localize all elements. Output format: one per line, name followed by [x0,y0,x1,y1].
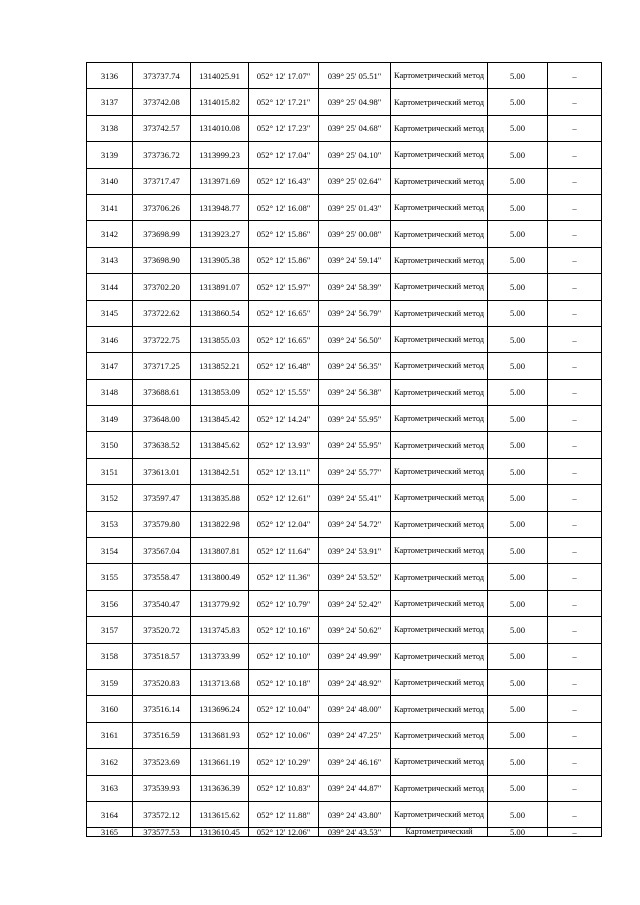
x-coordinate-cell: 373722.75 [133,326,191,352]
x-coordinate-cell: 373597.47 [133,485,191,511]
note-cell: – [548,142,602,168]
y-coordinate-cell: 1313845.42 [191,406,249,432]
latitude-cell: 052° 12' 11.36" [249,564,319,590]
longitude-cell: 039° 24' 56.38" [319,379,391,405]
table-body [87,63,602,837]
note-cell: – [548,115,602,141]
accuracy-cell: 5.00 [488,326,548,352]
accuracy-cell: 5.00 [488,775,548,801]
note-cell: – [548,458,602,484]
y-coordinate-cell: 1313971.69 [191,168,249,194]
longitude-cell: 039° 24' 56.79" [319,300,391,326]
coordinates-table-container [86,62,601,837]
method-cell: Картометрический метод [391,432,488,458]
longitude-cell: 039° 24' 43.53" [319,828,391,837]
y-coordinate-cell: 1313661.19 [191,749,249,775]
x-coordinate-cell: 373567.04 [133,538,191,564]
y-coordinate-cell: 1313800.49 [191,564,249,590]
y-coordinate-cell: 1313999.23 [191,142,249,168]
y-coordinate-cell: 1313835.88 [191,485,249,511]
note-cell: – [548,89,602,115]
note-cell: – [548,801,602,827]
longitude-cell: 039° 24' 47.25" [319,722,391,748]
x-coordinate-cell: 373698.99 [133,221,191,247]
table-row [87,274,602,300]
y-coordinate-cell: 1313822.98 [191,511,249,537]
y-coordinate-cell: 1313745.83 [191,617,249,643]
x-coordinate-cell: 373737.74 [133,63,191,89]
table-row [87,432,602,458]
x-coordinate-cell: 373516.59 [133,722,191,748]
longitude-cell: 039° 24' 48.00" [319,696,391,722]
note-cell: – [548,379,602,405]
y-coordinate-cell: 1314025.91 [191,63,249,89]
x-coordinate-cell: 373706.26 [133,194,191,220]
note-cell: – [548,247,602,273]
latitude-cell: 052° 12' 12.04" [249,511,319,537]
accuracy-cell: 5.00 [488,643,548,669]
latitude-cell: 052° 12' 16.48" [249,353,319,379]
point-number-cell: 3140 [87,168,133,194]
accuracy-cell: 5.00 [488,247,548,273]
x-coordinate-cell: 373648.00 [133,406,191,432]
method-cell: Картометрический метод [391,89,488,115]
accuracy-cell: 5.00 [488,617,548,643]
method-cell: Картометрический метод [391,749,488,775]
accuracy-cell: 5.00 [488,353,548,379]
y-coordinate-cell: 1313696.24 [191,696,249,722]
y-coordinate-cell: 1313733.99 [191,643,249,669]
table-row [87,247,602,273]
point-number-cell: 3164 [87,801,133,827]
note-cell: – [548,643,602,669]
table-row [87,168,602,194]
accuracy-cell: 5.00 [488,590,548,616]
point-number-cell: 3155 [87,564,133,590]
x-coordinate-cell: 373539.93 [133,775,191,801]
point-number-cell: 3157 [87,617,133,643]
point-number-cell: 3150 [87,432,133,458]
x-coordinate-cell: 373518.57 [133,643,191,669]
table-row [87,115,602,141]
longitude-cell: 039° 24' 56.35" [319,353,391,379]
latitude-cell: 052° 12' 10.79" [249,590,319,616]
latitude-cell: 052° 12' 16.08" [249,194,319,220]
note-cell: – [548,669,602,695]
latitude-cell: 052° 12' 14.24" [249,406,319,432]
table-row [87,538,602,564]
method-cell: Картометрический метод [391,643,488,669]
x-coordinate-cell: 373717.47 [133,168,191,194]
longitude-cell: 039° 24' 55.77" [319,458,391,484]
method-cell: Картометрический метод [391,617,488,643]
accuracy-cell: 5.00 [488,432,548,458]
longitude-cell: 039° 25' 04.10" [319,142,391,168]
note-cell: – [548,274,602,300]
longitude-cell: 039° 25' 02.64" [319,168,391,194]
point-number-cell: 3149 [87,406,133,432]
note-cell: – [548,538,602,564]
method-cell: Картометрический метод [391,274,488,300]
point-number-cell: 3137 [87,89,133,115]
table-row [87,406,602,432]
y-coordinate-cell: 1313807.81 [191,538,249,564]
accuracy-cell: 5.00 [488,801,548,827]
method-cell: Картометрический метод [391,221,488,247]
y-coordinate-cell: 1313610.45 [191,828,249,837]
y-coordinate-cell: 1313891.07 [191,274,249,300]
x-coordinate-cell: 373742.08 [133,89,191,115]
latitude-cell: 052° 12' 17.21" [249,89,319,115]
table-row [87,221,602,247]
x-coordinate-cell: 373698.90 [133,247,191,273]
y-coordinate-cell: 1313852.21 [191,353,249,379]
accuracy-cell: 5.00 [488,485,548,511]
method-cell: Картометрический метод [391,775,488,801]
latitude-cell: 052° 12' 15.86" [249,221,319,247]
method-cell: Картометрический метод [391,63,488,89]
point-number-cell: 3153 [87,511,133,537]
x-coordinate-cell: 373523.69 [133,749,191,775]
y-coordinate-cell: 1313860.54 [191,300,249,326]
method-cell: Картометрический метод [391,669,488,695]
table-row [87,669,602,695]
y-coordinate-cell: 1313779.92 [191,590,249,616]
point-number-cell: 3154 [87,538,133,564]
y-coordinate-cell: 1313842.51 [191,458,249,484]
point-number-cell: 3162 [87,749,133,775]
note-cell: – [548,617,602,643]
table-row [87,722,602,748]
accuracy-cell: 5.00 [488,168,548,194]
x-coordinate-cell: 373516.14 [133,696,191,722]
method-cell: Картометрический метод [391,590,488,616]
point-number-cell: 3147 [87,353,133,379]
x-coordinate-cell: 373540.47 [133,590,191,616]
longitude-cell: 039° 24' 54.72" [319,511,391,537]
method-cell: Картометрический метод [391,564,488,590]
coordinates-table [86,62,602,837]
table-row [87,353,602,379]
longitude-cell: 039° 24' 58.39" [319,274,391,300]
longitude-cell: 039° 24' 49.99" [319,643,391,669]
note-cell: – [548,485,602,511]
x-coordinate-cell: 373736.72 [133,142,191,168]
latitude-cell: 052° 12' 13.11" [249,458,319,484]
note-cell: – [548,194,602,220]
latitude-cell: 052° 12' 10.18" [249,669,319,695]
table-row [87,775,602,801]
table-row [87,326,602,352]
table-row [87,749,602,775]
accuracy-cell: 5.00 [488,696,548,722]
x-coordinate-cell: 373722.62 [133,300,191,326]
table-row [87,458,602,484]
latitude-cell: 052° 12' 11.88" [249,801,319,827]
latitude-cell: 052° 12' 16.65" [249,300,319,326]
latitude-cell: 052° 12' 16.43" [249,168,319,194]
longitude-cell: 039° 24' 43.80" [319,801,391,827]
x-coordinate-cell: 373742.57 [133,115,191,141]
table-row [87,379,602,405]
y-coordinate-cell: 1313923.27 [191,221,249,247]
method-cell: Картометрический метод [391,379,488,405]
method-cell: Картометрический метод [391,353,488,379]
latitude-cell: 052° 12' 13.93" [249,432,319,458]
y-coordinate-cell: 1314015.82 [191,89,249,115]
latitude-cell: 052° 12' 10.29" [249,749,319,775]
latitude-cell: 052° 12' 10.04" [249,696,319,722]
method-cell: Картометрический метод [391,194,488,220]
method-cell: Картометрический метод [391,300,488,326]
longitude-cell: 039° 24' 53.91" [319,538,391,564]
latitude-cell: 052° 12' 10.83" [249,775,319,801]
y-coordinate-cell: 1313636.39 [191,775,249,801]
table-row [87,617,602,643]
method-cell: Картометрический метод [391,538,488,564]
longitude-cell: 039° 24' 56.50" [319,326,391,352]
longitude-cell: 039° 24' 48.92" [319,669,391,695]
note-cell: – [548,432,602,458]
longitude-cell: 039° 25' 00.08" [319,221,391,247]
x-coordinate-cell: 373717.25 [133,353,191,379]
accuracy-cell: 5.00 [488,300,548,326]
point-number-cell: 3146 [87,326,133,352]
table-row [87,300,602,326]
longitude-cell: 039° 25' 05.51" [319,63,391,89]
method-cell: Картометрический метод [391,485,488,511]
latitude-cell: 052° 12' 12.06" [249,828,319,837]
x-coordinate-cell: 373688.61 [133,379,191,405]
latitude-cell: 052° 12' 12.61" [249,485,319,511]
x-coordinate-cell: 373520.72 [133,617,191,643]
point-number-cell: 3151 [87,458,133,484]
longitude-cell: 039° 25' 04.68" [319,115,391,141]
table-row [87,590,602,616]
latitude-cell: 052° 12' 10.16" [249,617,319,643]
longitude-cell: 039° 24' 52.42" [319,590,391,616]
table-row [87,485,602,511]
longitude-cell: 039° 24' 46.16" [319,749,391,775]
accuracy-cell: 5.00 [488,142,548,168]
accuracy-cell: 5.00 [488,722,548,748]
note-cell: – [548,696,602,722]
x-coordinate-cell: 373702.20 [133,274,191,300]
note-cell: – [548,749,602,775]
point-number-cell: 3160 [87,696,133,722]
y-coordinate-cell: 1313905.38 [191,247,249,273]
method-cell: Картометрический метод [391,801,488,827]
point-number-cell: 3138 [87,115,133,141]
method-cell: Картометрический [391,828,488,837]
latitude-cell: 052° 12' 16.65" [249,326,319,352]
point-number-cell: 3141 [87,194,133,220]
accuracy-cell: 5.00 [488,63,548,89]
longitude-cell: 039° 24' 44.87" [319,775,391,801]
table-row [87,643,602,669]
note-cell: – [548,590,602,616]
x-coordinate-cell: 373520.83 [133,669,191,695]
accuracy-cell: 5.00 [488,669,548,695]
latitude-cell: 052° 12' 15.86" [249,247,319,273]
note-cell: – [548,353,602,379]
latitude-cell: 052° 12' 17.07" [249,63,319,89]
table-row [87,696,602,722]
y-coordinate-cell: 1313845.62 [191,432,249,458]
y-coordinate-cell: 1313853.09 [191,379,249,405]
point-number-cell: 3161 [87,722,133,748]
table-row [87,801,602,827]
latitude-cell: 052° 12' 11.64" [249,538,319,564]
point-number-cell: 3163 [87,775,133,801]
y-coordinate-cell: 1313681.93 [191,722,249,748]
point-number-cell: 3158 [87,643,133,669]
note-cell: – [548,775,602,801]
x-coordinate-cell: 373572.12 [133,801,191,827]
x-coordinate-cell: 373579.80 [133,511,191,537]
accuracy-cell: 5.00 [488,564,548,590]
longitude-cell: 039° 24' 53.52" [319,564,391,590]
latitude-cell: 052° 12' 17.04" [249,142,319,168]
latitude-cell: 052° 12' 10.06" [249,722,319,748]
latitude-cell: 052° 12' 10.10" [249,643,319,669]
method-cell: Картометрический метод [391,247,488,273]
method-cell: Картометрический метод [391,406,488,432]
point-number-cell: 3165 [87,828,133,837]
note-cell: – [548,406,602,432]
longitude-cell: 039° 25' 04.98" [319,89,391,115]
table-row [87,564,602,590]
point-number-cell: 3145 [87,300,133,326]
x-coordinate-cell: 373558.47 [133,564,191,590]
accuracy-cell: 5.00 [488,749,548,775]
point-number-cell: 3139 [87,142,133,168]
accuracy-cell: 5.00 [488,274,548,300]
y-coordinate-cell: 1313615.62 [191,801,249,827]
longitude-cell: 039° 24' 59.14" [319,247,391,273]
method-cell: Картометрический метод [391,458,488,484]
note-cell: – [548,326,602,352]
point-number-cell: 3143 [87,247,133,273]
accuracy-cell: 5.00 [488,538,548,564]
note-cell: – [548,63,602,89]
accuracy-cell: 5.00 [488,194,548,220]
note-cell: – [548,300,602,326]
table-row [87,142,602,168]
point-number-cell: 3152 [87,485,133,511]
x-coordinate-cell: 373638.52 [133,432,191,458]
table-row [87,828,602,837]
longitude-cell: 039° 24' 55.41" [319,485,391,511]
longitude-cell: 039° 25' 01.43" [319,194,391,220]
point-number-cell: 3144 [87,274,133,300]
accuracy-cell: 5.00 [488,89,548,115]
longitude-cell: 039° 24' 55.95" [319,406,391,432]
point-number-cell: 3142 [87,221,133,247]
y-coordinate-cell: 1314010.08 [191,115,249,141]
method-cell: Картометрический метод [391,168,488,194]
longitude-cell: 039° 24' 55.95" [319,432,391,458]
x-coordinate-cell: 373577.53 [133,828,191,837]
latitude-cell: 052° 12' 15.97" [249,274,319,300]
point-number-cell: 3159 [87,669,133,695]
method-cell: Картометрический метод [391,142,488,168]
table-row [87,511,602,537]
x-coordinate-cell: 373613.01 [133,458,191,484]
y-coordinate-cell: 1313855.03 [191,326,249,352]
table-row [87,89,602,115]
method-cell: Картометрический метод [391,511,488,537]
latitude-cell: 052° 12' 17.23" [249,115,319,141]
y-coordinate-cell: 1313948.77 [191,194,249,220]
note-cell: – [548,221,602,247]
longitude-cell: 039° 24' 50.62" [319,617,391,643]
method-cell: Картометрический метод [391,326,488,352]
latitude-cell: 052° 12' 15.55" [249,379,319,405]
note-cell: – [548,168,602,194]
note-cell: – [548,722,602,748]
method-cell: Картометрический метод [391,722,488,748]
accuracy-cell: 5.00 [488,379,548,405]
accuracy-cell: 5.00 [488,406,548,432]
y-coordinate-cell: 1313713.68 [191,669,249,695]
point-number-cell: 3156 [87,590,133,616]
accuracy-cell: 5.00 [488,458,548,484]
table-row [87,63,602,89]
note-cell: – [548,828,602,837]
point-number-cell: 3136 [87,63,133,89]
accuracy-cell: 5.00 [488,511,548,537]
point-number-cell: 3148 [87,379,133,405]
accuracy-cell: 5.00 [488,221,548,247]
method-cell: Картометрический метод [391,115,488,141]
table-row [87,194,602,220]
method-cell: Картометрический метод [391,696,488,722]
accuracy-cell: 5.00 [488,828,548,837]
note-cell: – [548,564,602,590]
note-cell: – [548,511,602,537]
accuracy-cell: 5.00 [488,115,548,141]
